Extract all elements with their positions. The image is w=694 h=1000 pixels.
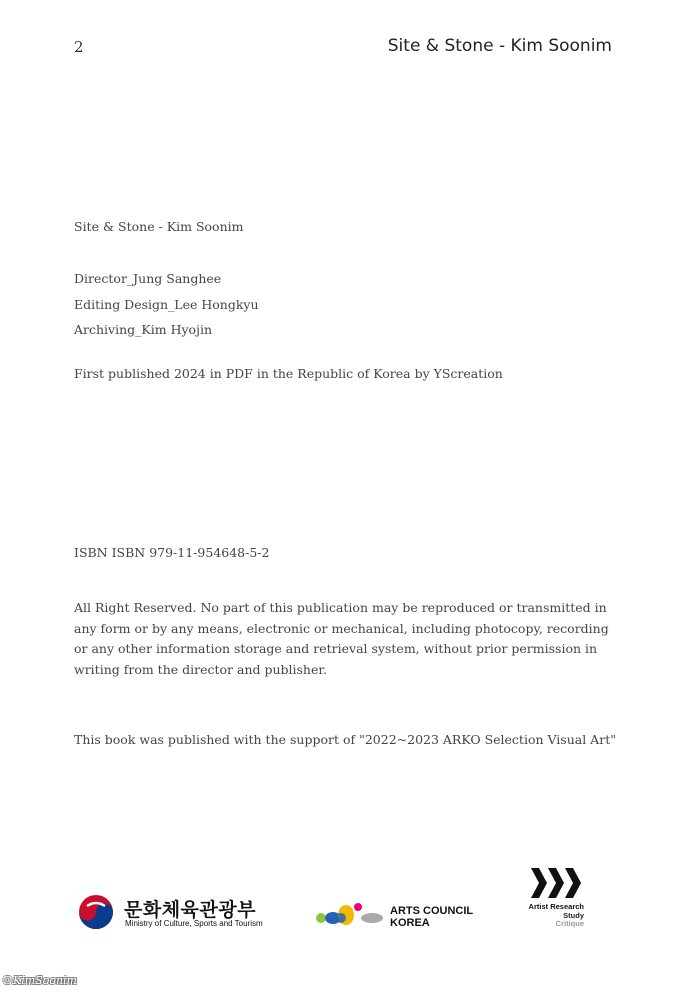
ars-logo (510, 866, 590, 932)
arko-logo (314, 902, 484, 932)
arko-name-line: KOREA (390, 917, 430, 929)
support-statement: This book was published with the support of "2022~2023 ARKO Selection Visual Art" (74, 732, 616, 747)
running-title: Site & Stone - Kim Soonim (387, 36, 612, 56)
rights-notice (74, 598, 614, 680)
ars-line-study: Study (563, 910, 584, 920)
mcst-korean-name: 문화체육관광부 (124, 899, 256, 921)
taegeuk-emblem-icon (78, 894, 114, 930)
mcst-logo (78, 893, 288, 937)
mcst-english-name: Ministry of Culture, Sports and Tourism (125, 919, 263, 928)
ars-name (529, 903, 584, 929)
credit-archiving: Archiving_Kim Hyojin (74, 322, 212, 337)
rights-line: All Right Reserved. No part of this publication may be reproduced or transmitted in (74, 600, 607, 615)
copyright-watermark: ©KimSoonim (2, 974, 77, 987)
ars-line-critique: Critique (555, 919, 584, 928)
arko-dots-icon (314, 902, 386, 928)
credit-director: Director_Jung Sanghee (74, 271, 222, 286)
publication-info: First published 2024 in PDF in the Republic of Korea by YScreation (74, 366, 503, 381)
page-number: 2 (74, 38, 84, 56)
arko-name-line: ARTS COUNCIL (390, 905, 474, 917)
arrow-marks-icon (530, 866, 584, 900)
isbn: ISBN ISBN 979-11-954648-5-2 (74, 545, 270, 560)
rights-line: writing from the director and publisher. (74, 661, 327, 677)
book-title: Site & Stone - Kim Soonim (74, 219, 244, 234)
arko-name (390, 905, 473, 929)
rights-line: any form or by any means, electronic or mechanical, including photocopy, recording (74, 620, 609, 636)
ars-line-artist-research: Artist Research (528, 902, 584, 911)
credit-editing-design: Editing Design_Lee Hongkyu (74, 297, 259, 312)
rights-line: or any other information storage and retrieval system, without prior permission in (74, 641, 598, 656)
